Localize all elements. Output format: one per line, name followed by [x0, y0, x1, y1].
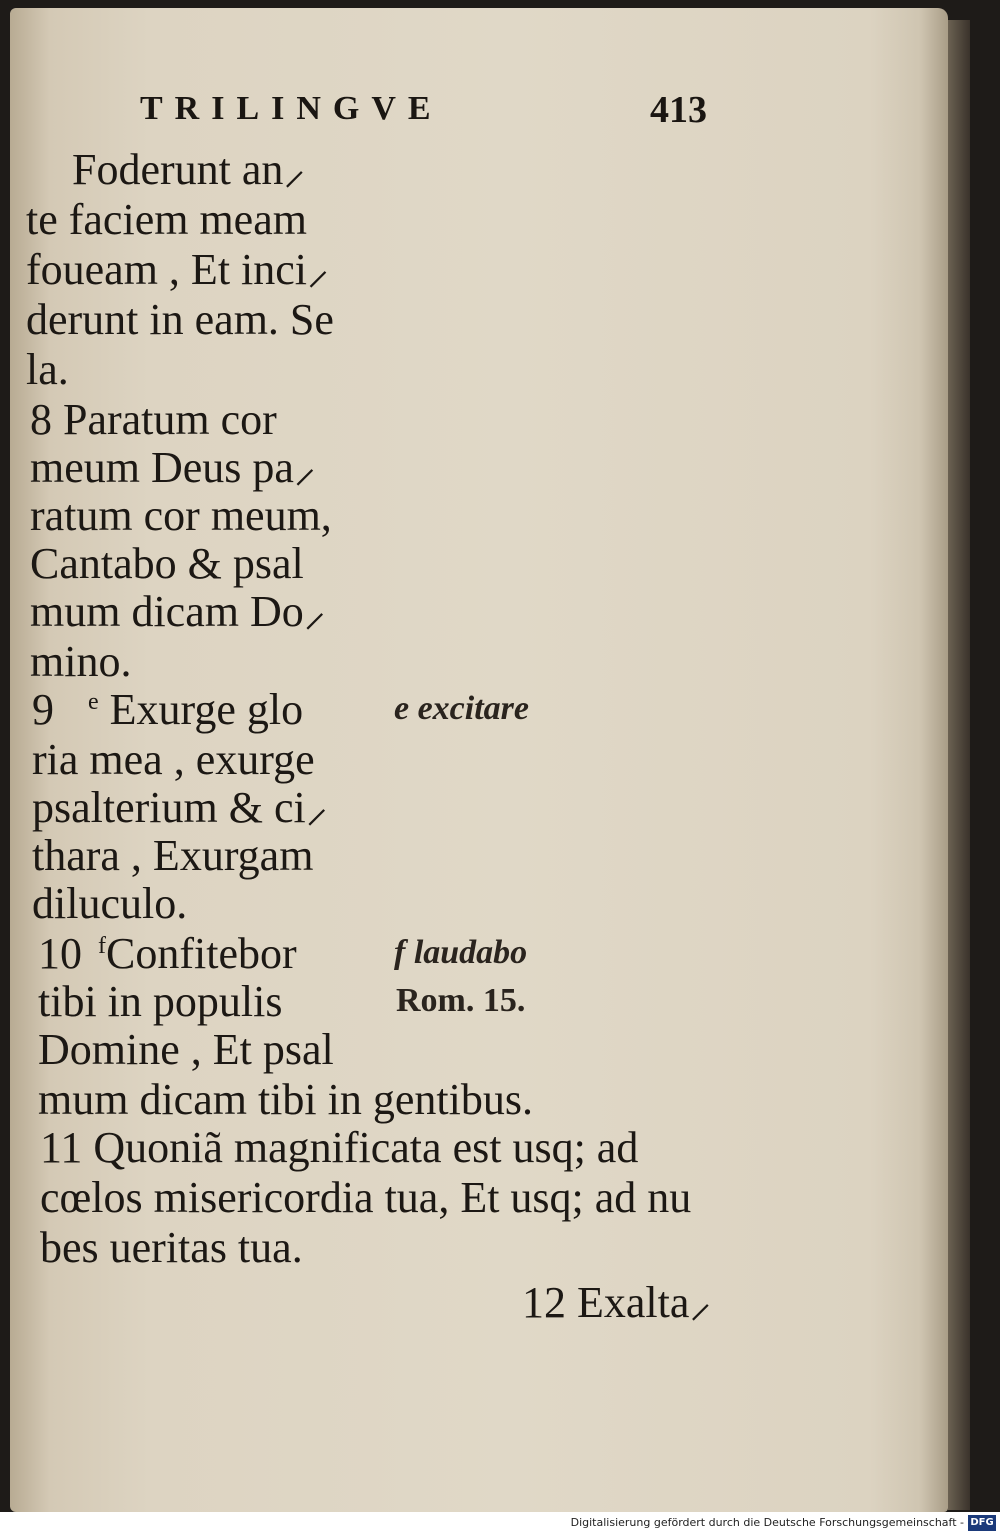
- text-line: bes ueritas tua.: [40, 1223, 303, 1272]
- page-header: [10, 90, 948, 130]
- note-mark: f: [98, 933, 106, 959]
- marginal-note: Rom. 15.: [396, 982, 526, 1019]
- text-line: derunt in eam. Se: [26, 295, 334, 344]
- page-number: 413: [650, 89, 707, 131]
- text-line: 8 Paratum cor: [30, 395, 277, 444]
- text-line: ratum cor meum,: [30, 491, 332, 540]
- text-line: mum dicam tibi in gentibus.: [38, 1075, 533, 1124]
- dfg-logo: DFG: [968, 1515, 996, 1531]
- text-line: la.: [26, 345, 69, 394]
- text-line: thara , Exurgam: [32, 831, 314, 880]
- footer-credit: Digitalisierung gefördert durch die Deutsche Forschungsgemeinschaft -: [570, 1516, 964, 1529]
- text-line: 11 Quoniã magnificata est usq; ad: [40, 1123, 639, 1172]
- text-line: Cantabo & psal: [30, 539, 304, 588]
- catchword: 12 Exalta⸝: [522, 1278, 712, 1327]
- text-line: foueam , Et inci⸝: [26, 245, 330, 294]
- text-line: diluculo.: [32, 879, 188, 928]
- note-mark: e: [88, 689, 99, 715]
- verse-number: 10: [38, 929, 82, 978]
- text-line: ria mea , exurge: [32, 735, 315, 784]
- verse-text: Exurge glo: [109, 685, 304, 734]
- text-line: meum Deus pa⸝: [30, 443, 316, 492]
- text-line: [88, 685, 304, 734]
- text-line: cœlos misericordia tua, Et usq; ad nu: [40, 1173, 692, 1222]
- text-line: te faciem meam: [26, 195, 307, 244]
- verse-text: Confitebor: [106, 929, 297, 978]
- book-page: [10, 8, 948, 1512]
- verse-number: 9: [32, 685, 54, 734]
- text-line: mum dicam Do⸝: [30, 587, 326, 636]
- text-line: mino.: [30, 637, 132, 686]
- text-line: Foderunt an⸝: [72, 145, 306, 194]
- running-head: TRILINGVE: [140, 90, 443, 127]
- text-line: [98, 929, 297, 978]
- text-line: Domine , Et psal: [38, 1025, 334, 1074]
- marginal-note: e excitare: [394, 690, 529, 727]
- text-line: psalterium & ci⸝: [32, 783, 328, 832]
- book-edge: [948, 20, 970, 1510]
- marginal-note: f laudabo: [394, 934, 528, 971]
- text-line: tibi in populis: [38, 977, 283, 1026]
- footer-bar: [0, 1512, 1000, 1536]
